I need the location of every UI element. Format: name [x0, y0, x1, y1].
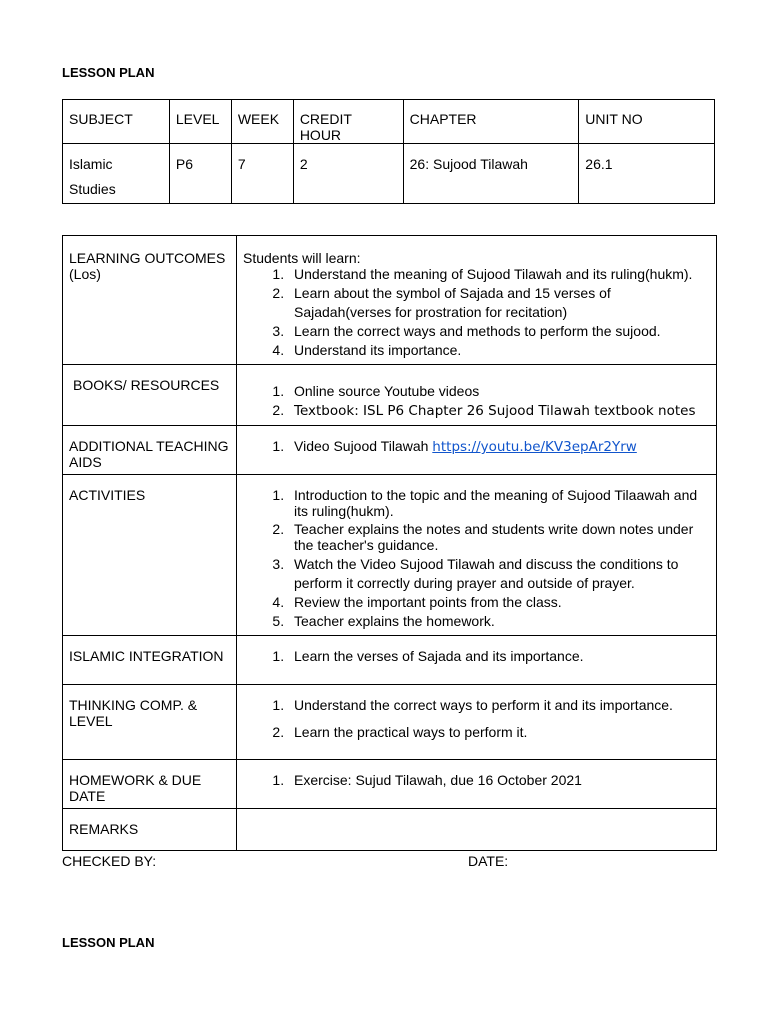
aids-label: ADDITIONAL TEACHING AIDS: [63, 426, 237, 475]
value-chapter: 26: Sujood Tilawah: [403, 144, 579, 204]
textbook-text: Textbook: ISL P6 Chapter 26 Sujood Tilawah textbook notes: [294, 403, 696, 419]
lesson-detail-table: [62, 235, 717, 851]
header-level: LEVEL: [169, 100, 231, 144]
date-label: DATE:: [468, 853, 509, 869]
books-list: [243, 382, 710, 421]
remarks-label: REMARKS: [63, 809, 237, 851]
video-link[interactable]: https://youtu.be/KV3epAr2Yrw: [432, 439, 637, 455]
list-item: 2. Learn the practical ways to perform it.: [288, 724, 710, 740]
homework-list: [243, 772, 710, 788]
aids-row: [63, 426, 717, 475]
activities-list: [243, 487, 710, 631]
list-item: 1. Understand the correct ways to perform it and its importance.: [288, 697, 710, 713]
activities-row: [63, 475, 717, 636]
page-title-next: LESSON PLAN: [62, 935, 155, 950]
integration-label: ISLAMIC INTEGRATION: [63, 636, 237, 685]
thinking-cell: [237, 685, 717, 760]
value-subject: Islamic Studies: [63, 144, 170, 204]
summary-value-row: [63, 144, 715, 204]
books-row: [63, 365, 717, 426]
list-item: [288, 401, 710, 421]
remarks-row: [63, 809, 717, 851]
books-cell: [237, 365, 717, 426]
summary-table: [62, 99, 715, 204]
header-unit-no: UNIT NO: [579, 100, 715, 144]
value-week: 7: [231, 144, 293, 204]
outcomes-cell: [237, 236, 717, 365]
integration-row: [63, 636, 717, 685]
page-title: LESSON PLAN: [62, 65, 155, 80]
books-label: BOOKS/ RESOURCES: [63, 365, 237, 426]
homework-label: HOMEWORK & DUE DATE: [63, 760, 237, 809]
value-credit-hour: 2: [293, 144, 403, 204]
list-item: [288, 438, 710, 455]
list-item: 1. Online source Youtube videos: [288, 382, 710, 401]
activities-label: ACTIVITIES: [63, 475, 237, 636]
summary-header-row: [63, 100, 715, 144]
header-credit-hour: CREDIT HOUR: [293, 100, 403, 144]
homework-row: [63, 760, 717, 809]
list-item: 1. Learn the verses of Sajada and its importance.: [288, 648, 710, 664]
list-item: 5. Teacher explains the homework.: [288, 612, 710, 631]
header-chapter: CHAPTER: [403, 100, 579, 144]
value-unit-no: 26.1: [579, 144, 715, 204]
list-item: 3. Learn the correct ways and methods to perform the sujood.: [288, 322, 710, 341]
list-item: 1. Exercise: Sujud Tilawah, due 16 October 2021: [288, 772, 710, 788]
integration-cell: [237, 636, 717, 685]
thinking-list: [243, 697, 710, 740]
value-level: P6: [169, 144, 231, 204]
list-item: 4. Understand its importance.: [288, 341, 710, 360]
aids-list: [243, 438, 710, 455]
integration-list: [243, 648, 710, 664]
list-item: 1. Introduction to the topic and the meaning of Sujood Tilaawah and its ruling(hukm).: [288, 487, 710, 519]
list-item: 2. Learn about the symbol of Sajada and 15 verses of Sajadah(verses for prostration for recitation): [288, 284, 710, 322]
remarks-cell: [237, 809, 717, 851]
list-item: 4. Review the important points from the class.: [288, 593, 710, 612]
thinking-label: THINKING COMP. & LEVEL: [63, 685, 237, 760]
aids-text: Video Sujood Tilawah: [294, 438, 433, 454]
checked-by-label: CHECKED BY:: [62, 853, 157, 869]
homework-cell: [237, 760, 717, 809]
header-subject: SUBJECT: [63, 100, 170, 144]
list-item: 1. Understand the meaning of Sujood Tilawah and its ruling(hukm).: [288, 265, 710, 284]
outcomes-intro: Students will learn:: [243, 250, 361, 266]
outcomes-list: [243, 265, 710, 360]
outcomes-row: [63, 236, 717, 365]
header-week: WEEK: [231, 100, 293, 144]
list-item: 2. Teacher explains the notes and students write down notes under the teacher's guidance.: [288, 521, 710, 553]
list-item: 3. Watch the Video Sujood Tilawah and discuss the conditions to perform it correctly during prayer and outside of prayer.: [288, 555, 710, 593]
activities-cell: [237, 475, 717, 636]
aids-cell: [237, 426, 717, 475]
outcomes-label: LEARNING OUTCOMES (Los): [63, 236, 237, 365]
thinking-row: [63, 685, 717, 760]
